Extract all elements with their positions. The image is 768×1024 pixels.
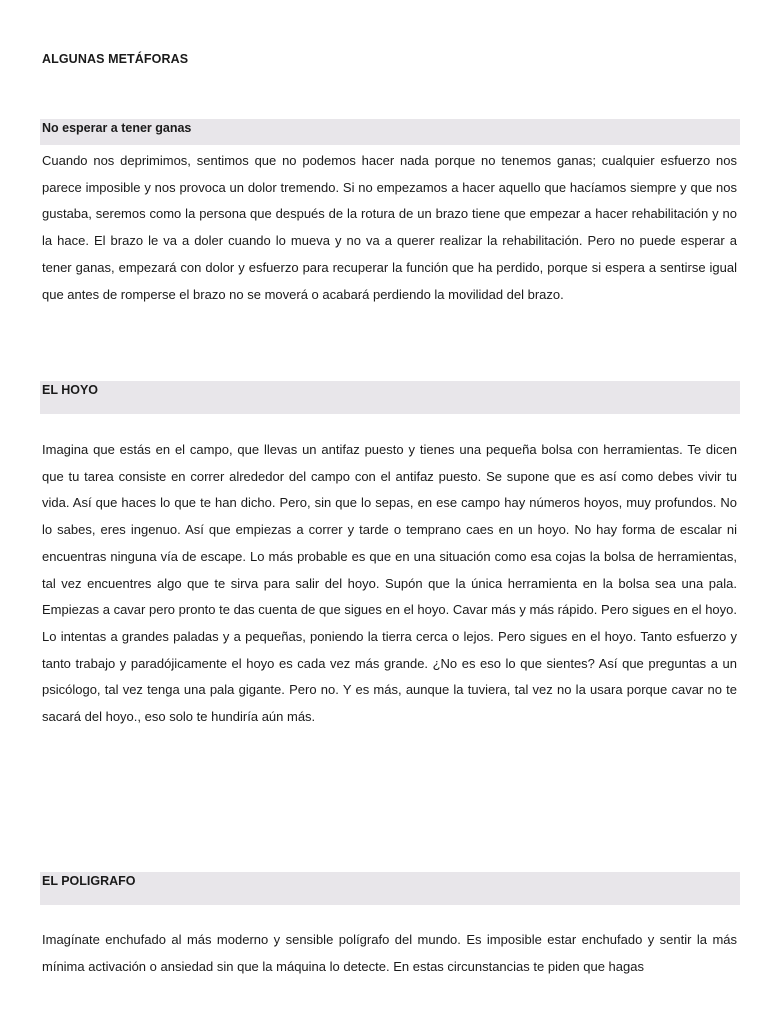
section-heading-bar-no-esperar (40, 119, 740, 145)
document-title: ALGUNAS METÁFORAS (42, 52, 189, 66)
section-heading: EL POLIGRAFO (42, 874, 136, 888)
section-body-el-hoyo: Imagina que estás en el campo, que llevas un antifaz puesto y tienes una pequeña bolsa con herramientas. Te dicen que tu tarea consiste en correr alrededor del campo con el antifaz puesto. Se supone que es así como debes vivir tu vida. Así que haces lo que te han dicho. Pero, sin que lo sepas, en ese campo hay números hoyos, muy profundos. No lo sabes, eres ingenuo. Así que empiezas a correr y tarde o temprano caes en un hoyo. No hay forma de escalar ni encuentras ninguna vía de escape. Lo más probable es que en una situación como esa cojas la bolsa de herramientas, tal vez encuentres algo que te sirva para salir del hoyo. Supón que la única herramienta en la bolsa sea una pala. Empiezas a cavar pero pronto te das cuenta de que sigues en el hoyo. Cavar más y más rápido. Pero sigues en el hoyo. Lo intentas a grandes paladas y a pequeñas, poniendo la tierra cerca o lejos. Pero sigues en el hoyo. Tanto esfuerzo y tanto trabajo y paradójicamente el hoyo es cada vez más grande. ¿No es eso lo que sientes? Así que preguntas a un psicólogo, tal vez tenga una pala gigante. Pero no. Y es más, aunque la tuviera, tal vez no la usara porque cavar no te sacará del hoyo., eso solo te hundiría aún más. (42, 442, 737, 725)
section-body-no-esperar: Cuando nos deprimimos, sentimos que no podemos hacer nada porque no tenemos ganas; cualquier esfuerzo nos parece imposible y nos provoca un dolor tremendo. Si no empezamos a hacer aquello que hacíamos siempre y que nos gustaba, seremos como la persona que después de la rotura de un brazo tiene que empezar a hacer rehabilitación y no la hace. El brazo le va a doler cuando lo mueva y no va a querer realizar la rehabilitación. Pero no puede esperar a tener ganas, empezará con dolor y esfuerzo para recuperar la función que ha perdido, porque si espera a sentirse igual que antes de romperse el brazo no se moverá o acabará perdiendo la movilidad del brazo. (42, 153, 737, 302)
section-heading-bar-el-hoyo (40, 381, 740, 414)
section-heading-bar-el-poligrafo (40, 872, 740, 905)
section-heading: No esperar a tener ganas (42, 121, 192, 135)
section-body-el-poligrafo: Imagínate enchufado al más moderno y sensible polígrafo del mundo. Es imposible estar enchufado y sentir la más mínima activación o ansiedad sin que la máquina lo detecte. En estas circunstancias te piden que hagas (42, 932, 737, 974)
section-heading: EL HOYO (42, 383, 99, 397)
